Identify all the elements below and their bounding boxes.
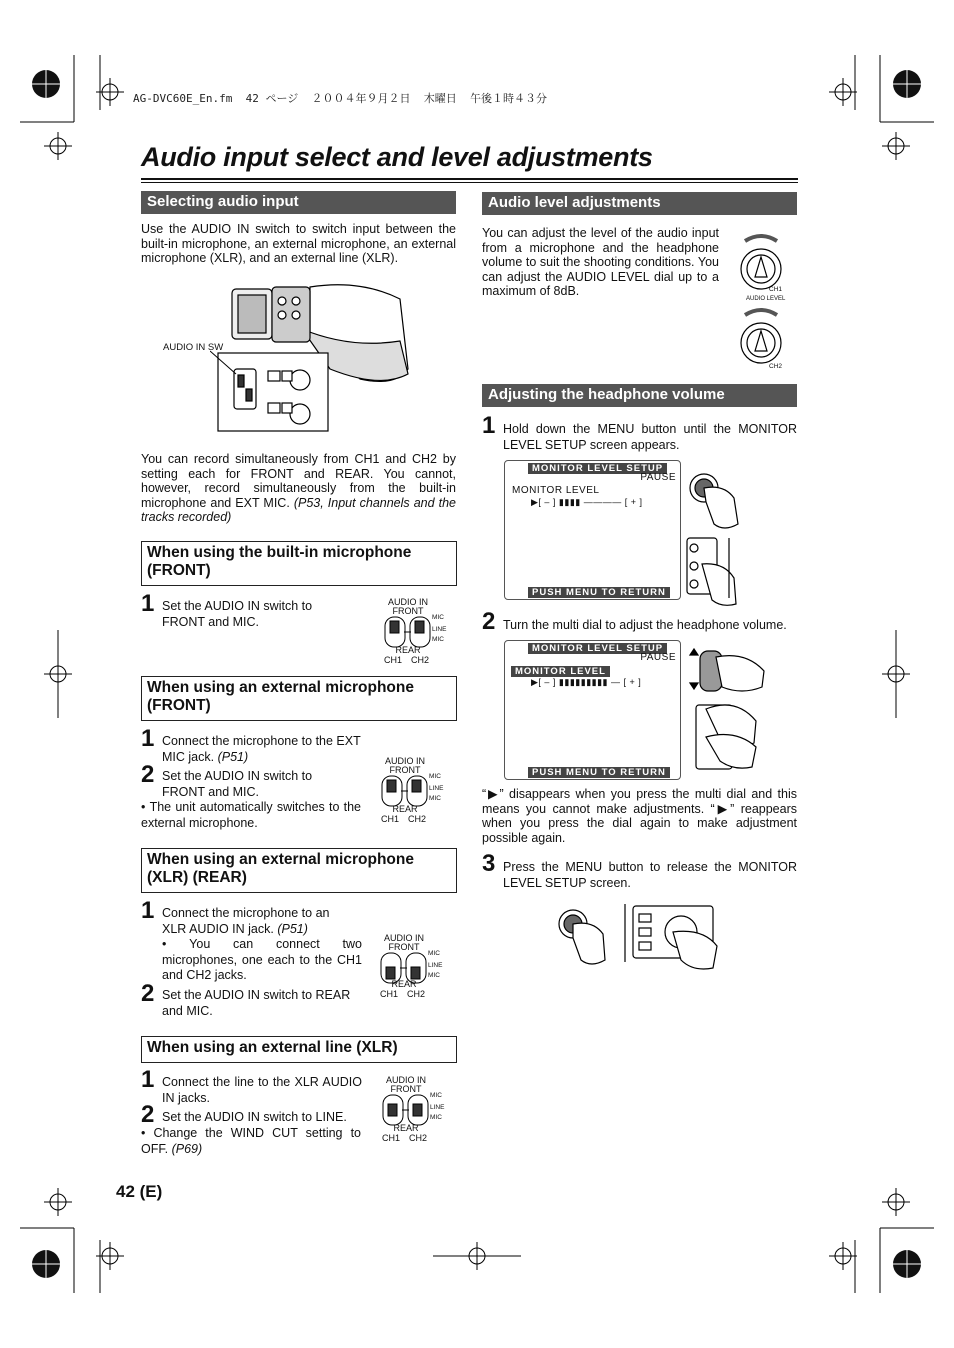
- dial-audio-level-label: AUDIO LEVEL: [746, 296, 786, 302]
- page-number: 42 (E): [116, 1182, 163, 1201]
- step-number-2: 2: [482, 608, 496, 635]
- title-rule-thin: [141, 182, 798, 183]
- step-number-1: 1: [141, 1066, 155, 1093]
- section-headphone-volume: Adjusting the headphone volume: [482, 384, 797, 407]
- extmic-bullet: • The unit automatically switches to the external microphone.: [141, 800, 361, 830]
- step-number-2: 2: [141, 1101, 155, 1128]
- camera-illustration: [210, 279, 410, 433]
- xlr-bullet: • You can connect two microphones, one each to the CH1 and CH2 jacks.: [162, 937, 362, 982]
- audio-level-text: You can adjust the level of the audio input from a microphone and the headphone volume to suit the shooting conditions. You can adjust the AUDIO LEVEL dial up to a maximum of 8dB.: [482, 226, 719, 299]
- switch-diagram-4: AUDIO IN FRONT MIC LINE MIC REAR CH1 CH2: [382, 1075, 445, 1143]
- heading-ext-mic-front: When using an external microphone (FRONT): [141, 676, 457, 721]
- release-menu-hand-icon: [553, 902, 723, 972]
- file-header-line: AG-DVC60E_En.fm 42 ページ ２００４年９月２日 木曜日 午後１時４３分: [133, 92, 547, 105]
- switch-diagram-2: AUDIO IN FRONT MIC LINE MIC REAR CH1 CH2: [381, 756, 444, 824]
- step-number-1: 1: [141, 897, 155, 924]
- multi-dial-hand-icon: [686, 647, 766, 772]
- builtin-step1: Set the AUDIO IN switch to FRONT and MIC.: [162, 599, 313, 629]
- simultaneous-text: You can record simultaneously from CH1 and CH2 by setting each for FRONT and REAR. You cannot, however, record simultaneously from the built-in microphone and EXT MIC. (P53, Input channels and the tracks recorded): [141, 452, 456, 525]
- section-selecting-audio-input: Selecting audio input: [141, 191, 456, 214]
- title-rule: [141, 178, 798, 180]
- dial-ch2-label: CH2: [769, 363, 783, 370]
- monitor-level-screen-1: MONITOR LEVEL SETUP PAUSE MONITOR LEVEL ▶[ – ] ▮▮▮▮ ———— [ + ] PUSH MENU TO RETURN: [504, 460, 681, 600]
- intro-text: Use the AUDIO IN switch to switch input between the built-in microphone, an external microphone, an external microphone (XLR), and an external line (XLR).: [141, 222, 456, 266]
- step-number-3: 3: [482, 850, 496, 877]
- step-number-1: 1: [141, 725, 155, 752]
- extmic-step1: Connect the microphone to the EXT MIC jack. (P51): [162, 734, 361, 764]
- monitor-level-screen-2: MONITOR LEVEL SETUP PAUSE MONITOR LEVEL ▶[ – ] ▮▮▮▮▮▮▮▮▮ — [ + ] PUSH MENU TO RETURN: [504, 640, 681, 780]
- headphone-step1: Hold down the MENU button until the MONITOR LEVEL SETUP screen appears.: [503, 422, 797, 452]
- line-bullet: • Change the WIND CUT setting to OFF. (P69): [141, 1126, 361, 1156]
- step-number-1: 1: [141, 590, 155, 617]
- step-number-2: 2: [141, 761, 155, 788]
- switch-diagram-1: AUDIO IN FRONT MIC LINE MIC REAR CH1 CH2: [384, 597, 447, 665]
- line-step2: Set the AUDIO IN switch to LINE.: [162, 1110, 347, 1124]
- headphone-step2: Turn the multi dial to adjust the headphone volume.: [503, 618, 787, 632]
- headphone-step3: Press the MENU button to release the MONITOR LEVEL SETUP screen.: [503, 860, 797, 890]
- menu-button-hand-icon: [684, 468, 744, 608]
- heading-ext-line-xlr: When using an external line (XLR): [141, 1036, 457, 1063]
- xlr-step2: Set the AUDIO IN switch to REAR and MIC.: [162, 988, 351, 1018]
- extmic-step2: Set the AUDIO IN switch to FRONT and MIC.: [162, 769, 313, 799]
- heading-builtin-mic: When using the built-in microphone (FRONT): [141, 541, 457, 586]
- heading-ext-mic-xlr: When using an external microphone (XLR) (REAR): [141, 848, 457, 893]
- step-number-1: 1: [482, 412, 496, 439]
- page-title: Audio input select and level adjustments: [141, 142, 653, 172]
- section-audio-level: Audio level adjustments: [482, 192, 797, 215]
- audio-in-sw-label: AUDIO IN SW: [163, 342, 224, 353]
- line-step1: Connect the line to the XLR AUDIO IN jacks.: [162, 1075, 362, 1105]
- xlr-step1: Connect the microphone to an XLR AUDIO IN jack. (P51): [162, 906, 330, 936]
- switch-diagram-3: AUDIO IN FRONT MIC LINE MIC REAR CH1 CH2: [380, 933, 443, 999]
- step-number-2: 2: [141, 980, 155, 1007]
- dial-ch1-label: CH1: [769, 286, 783, 293]
- note-text: “▶” disappears when you press the multi dial and this means you cannot make adjustments. “▶” reappears when you press the dial again to make adjustment possible again.: [482, 787, 797, 845]
